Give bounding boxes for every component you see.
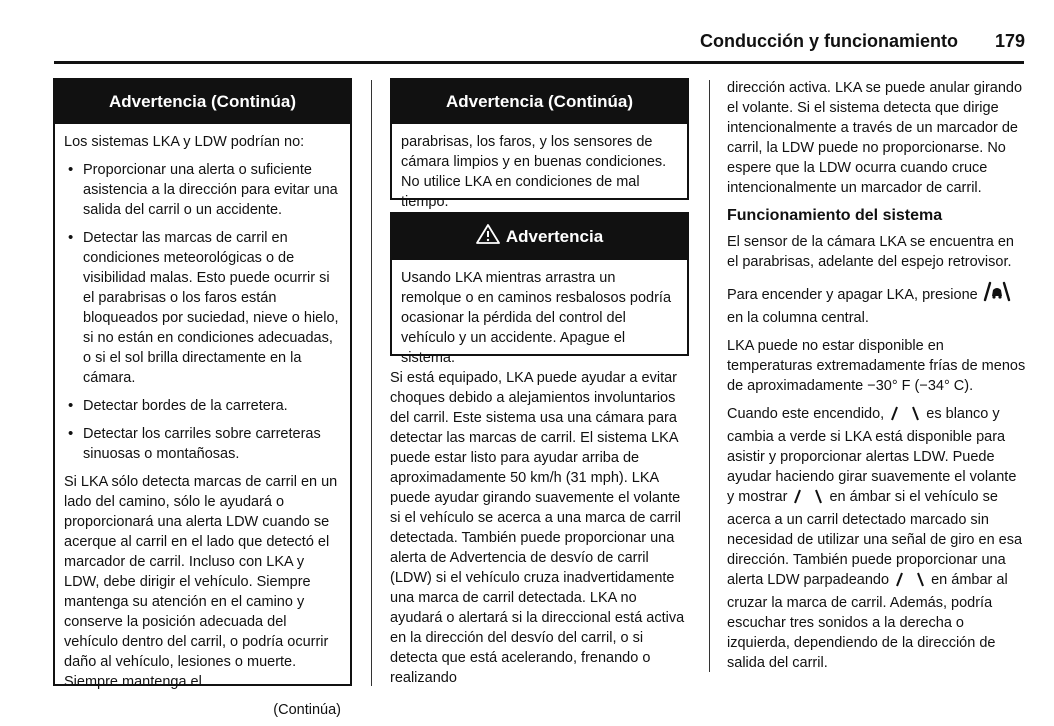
body-paragraph: dirección activa. LKA se puede anular girando el volante. Si el sistema detecta que dirige intencionalmente a través de un marcador de carril, la LDW puede no proporcionarse. No espere que la LDW ocurra cuando cruce intencionalmente un marcador de carril. xyxy=(727,80,1023,196)
text-fragment: en ámbar al cruzar la marca de carril. Además, podría escuchar tres sonidos a la derecha o izquierda, dependiendo de la dirección de salida del carril. xyxy=(727,572,1008,671)
warning-triangle-icon xyxy=(476,216,500,262)
middle-body-text xyxy=(390,368,692,696)
continues-label: (Continúa) xyxy=(273,702,341,718)
warning-box-continued-2 xyxy=(390,78,689,210)
text-fragment: es blanco y cambia a verde si LKA está disponible para asistir y proporcionar alertas LDW. Puede ayudar haciendo girar suavemente el volante y mostrar xyxy=(727,406,1017,505)
warning-box-header xyxy=(392,214,687,260)
page-header-title: Conducción y funcionamiento xyxy=(700,31,959,51)
column-divider-right xyxy=(709,80,710,672)
text-fragment: en la columna central. xyxy=(727,310,869,326)
warning-box xyxy=(390,212,689,366)
warning-bullet: • Detectar bordes de la carretera. xyxy=(64,396,341,416)
page-number: 179 xyxy=(995,31,1026,51)
warning-box-title: Advertencia xyxy=(505,227,604,246)
warning-text: parabrisas, los faros, y los sensores de cámara limpios y en buenas condiciones. No utilice LKA en condiciones de mal tiempo. xyxy=(401,134,667,210)
warning-box-continued xyxy=(53,78,352,718)
body-paragraph: Si está equipado, LKA puede ayudar a evitar choques debido a alejamientos involuntarios del carril. Este sistema usa una cámara para detectar las marcas de carril. El sistema LKA puede estar listo para ayudar arriba de aproximadamente 50 km/h (31 mph). LKA puede ayudar girando suavemente el volante si el vehículo se acerca a una marca de carril detectada. También puede proporcionar una alerta de Advertencia de desvío de carril (LDW) si el vehículo cruza inadvertidamente una marca de carril detectada. LKA no ayudará o alertará si la direccional está activa en la dirección del desvío del carril, o si detecta que está acelerando, frenando o realizando xyxy=(390,370,685,686)
body-paragraph xyxy=(727,280,1027,328)
warning-text: Usando LKA mientras arrastra un remolque o en caminos resbalosos podría ocasionar la pérdida del control del vehículo y un accidente. Apague el sistema. xyxy=(401,270,672,366)
warning-box-body xyxy=(392,260,687,382)
section-heading: Funcionamiento del sistema xyxy=(727,207,943,224)
body-paragraph xyxy=(727,404,1027,673)
body-paragraph: LKA puede no estar disponible en temperaturas extremadamente frías de menos de aproximadamente −30° F (−34° C). xyxy=(727,338,1026,394)
header-rule xyxy=(54,61,1024,64)
lane-indicator-icon xyxy=(893,571,927,593)
lane-indicator-icon xyxy=(888,405,922,427)
warning-box-title: Advertencia (Continúa) xyxy=(55,80,350,124)
text-fragment: en ámbar si el vehículo se acerca a un carril detectado marcado sin necesidad de utilizar una señal de giro en esa dirección. También puede proporcionar una alerta LDW parpadeando xyxy=(727,489,1023,588)
warning-bullet: • Proporcionar una alerta o suficiente asistencia a la dirección para evitar una salida del carril o un accidente. xyxy=(64,160,341,220)
warning-paragraph: Si LKA sólo detecta marcas de carril en un lado del camino, sólo le ayudará o proporcionará una alerta LDW cuando se acerque al carril en el lado que detectó el marcador de carril. Incluso con LKA y LDW, debe dirigir el vehículo. Siempre mantenga su atención en el camino y conserve la posición adecuada del vehículo dentro del carril, o podría ocurrir daño al vehículo, lesiones o muerte. Siempre mantenga el xyxy=(64,474,338,690)
right-column xyxy=(727,78,1027,681)
column-divider-left xyxy=(371,80,372,686)
text-fragment: Cuando este encendido, xyxy=(727,406,885,422)
warning-bullet: • Detectar los carriles sobre carreteras sinuosas o montañosas. xyxy=(64,424,341,464)
warning-bullet: • Detectar las marcas de carril en condiciones meteorológicas o de visibilidad malas. Esto puede ocurrir si el parabrisas o los faros están bloqueados por suciedad, nieve o hielo, si no están en condiciones adecuadas, o si el sol brilla directamente en la cámara. xyxy=(64,228,341,388)
body-paragraph: El sensor de la cámara LKA se encuentra en el parabrisas, adelante del espejo retrovisor. xyxy=(727,234,1014,270)
lane-indicator-icon xyxy=(791,488,825,510)
text-fragment: Para encender y apagar LKA, presione xyxy=(727,287,978,303)
lane-keep-assist-icon xyxy=(982,280,1012,308)
warning-bullet-list xyxy=(64,160,341,464)
warning-box-title: Advertencia (Continúa) xyxy=(392,80,687,124)
warning-box-body xyxy=(55,124,350,726)
warning-box-body xyxy=(392,124,687,226)
warning-intro: Los sistemas LKA y LDW podrían no: xyxy=(64,134,305,150)
